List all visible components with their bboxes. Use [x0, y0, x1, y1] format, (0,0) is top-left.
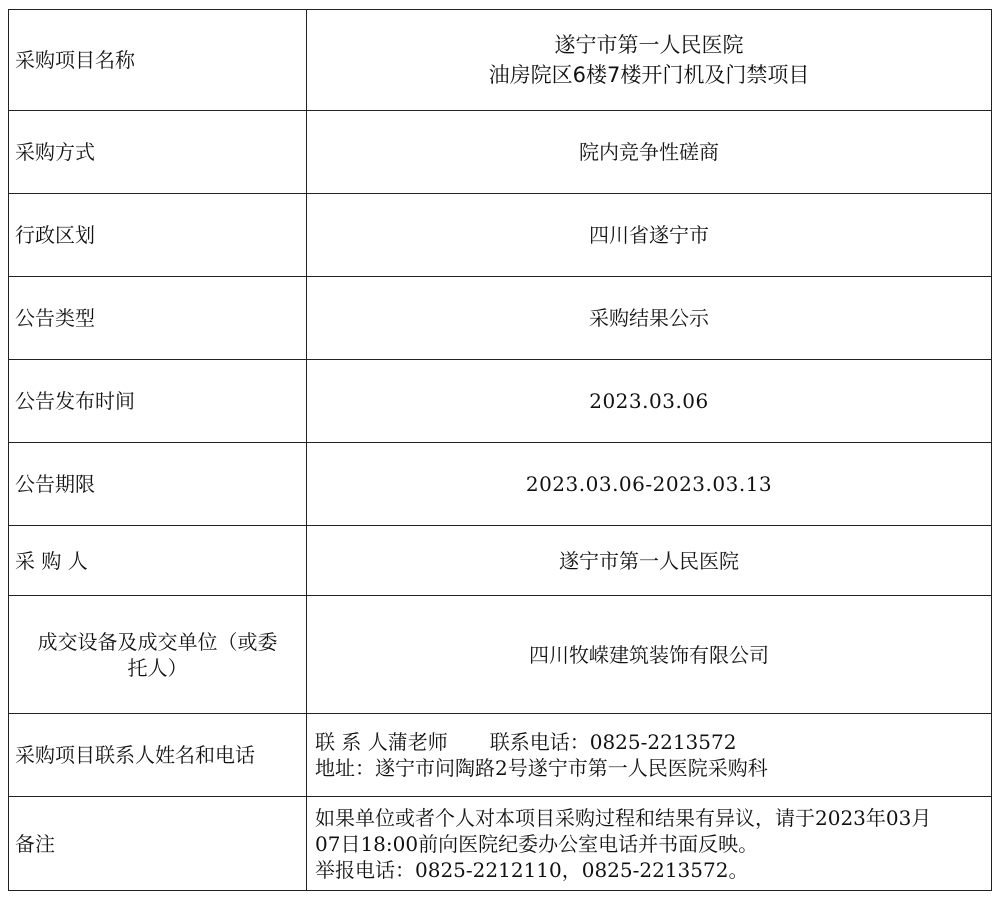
- value-contact: [307, 714, 992, 797]
- row-remarks: [9, 797, 992, 891]
- value-method: 院内竞争性磋商: [307, 111, 992, 194]
- project-name-line1: 遂宁市第一人民医院: [554, 33, 744, 57]
- label-method: 采购方式: [9, 111, 307, 194]
- contact-person-phone-line: [315, 729, 991, 755]
- row-period: [9, 443, 992, 526]
- value-publish-time: 2023.03.06: [307, 360, 992, 443]
- value-period: 2023.03.06-2023.03.13: [307, 443, 992, 526]
- value-winner: 四川牧嵘建筑装饰有限公司: [307, 596, 992, 714]
- row-project-name: [9, 10, 992, 111]
- value-remarks: [307, 797, 992, 891]
- row-winner: [9, 596, 992, 714]
- row-region: [9, 194, 992, 277]
- winner-label-line1: 成交设备及成交单位（或委: [37, 629, 278, 654]
- label-purchaser: 采 购 人: [9, 526, 307, 596]
- label-winner: [9, 596, 307, 714]
- row-notice-type: [9, 277, 992, 360]
- winner-label-line2: 托人）: [127, 655, 188, 680]
- contact-phone: 联系电话：0825-2213572: [489, 730, 737, 754]
- row-purchaser: [9, 526, 992, 596]
- label-period: 公告期限: [9, 443, 307, 526]
- remarks-line3: 举报电话：0825-2212110，0825-2213572。: [315, 857, 749, 882]
- procurement-result-table: [8, 9, 992, 891]
- contact-address: 地址：遂宁市问陶路2号遂宁市第一人民医院采购科: [315, 756, 768, 780]
- contact-person: 联 系 人蒲老师: [315, 730, 448, 754]
- row-publish-time: [9, 360, 992, 443]
- value-region: 四川省遂宁市: [307, 194, 992, 277]
- remarks-line2: 07日18:00前向医院纪委办公室电话并书面反映。: [315, 831, 759, 856]
- value-purchaser: 遂宁市第一人民医院: [307, 526, 992, 596]
- row-method: [9, 111, 992, 194]
- label-remarks: 备注: [9, 797, 307, 891]
- remarks-line1: 如果单位或者个人对本项目采购过程和结果有异议，请于2023年03月: [315, 805, 932, 830]
- value-notice-type: 采购结果公示: [307, 277, 992, 360]
- label-notice-type: 公告类型: [9, 277, 307, 360]
- value-project-name: [307, 10, 992, 111]
- label-project-name: 采购项目名称: [9, 10, 307, 111]
- project-name-line2: 油房院区6楼7楼开门机及门禁项目: [488, 63, 810, 87]
- label-region: 行政区划: [9, 194, 307, 277]
- label-contact: 采购项目联系人姓名和电话: [9, 714, 307, 797]
- row-contact: [9, 714, 992, 797]
- label-publish-time: 公告发布时间: [9, 360, 307, 443]
